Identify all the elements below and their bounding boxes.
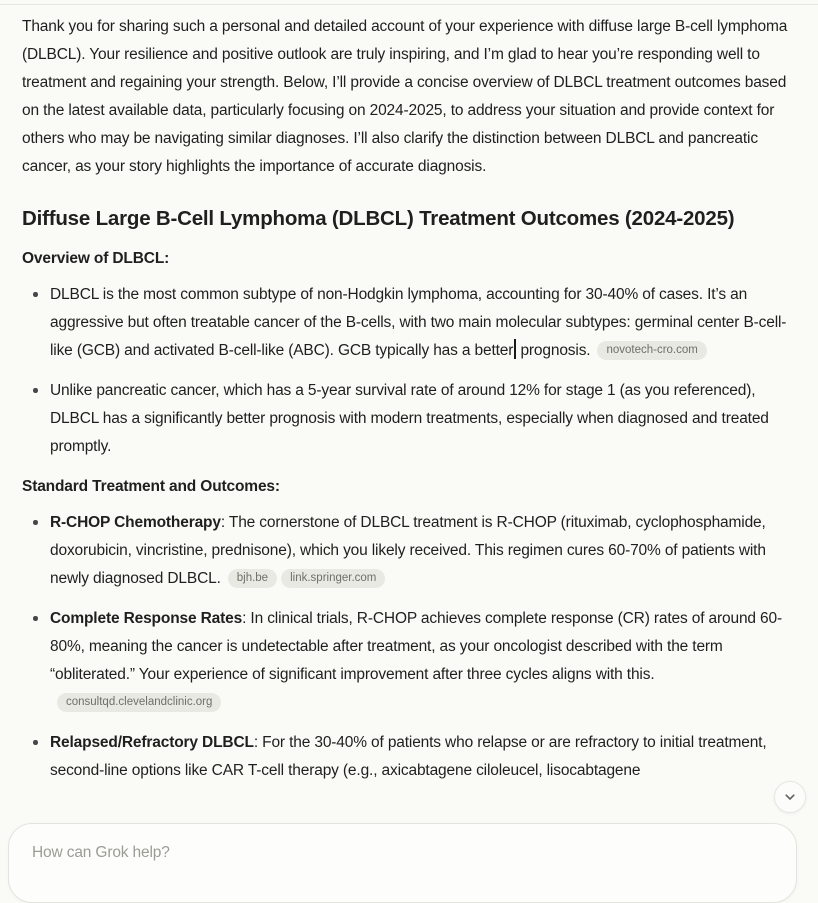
citation-badge[interactable]: novotech-cro.com — [597, 341, 706, 360]
intro-paragraph: Thank you for sharing such a personal and detailed account of your experience with diffuse large B-cell lymphoma (DLBCL). Your resilience and positive outlook are truly inspiring, and I’m glad to hear you’re responding well to treatment and regaining your strength. Below, I’ll provide a concise overview of DLBCL treatment outcomes based on the latest available data, particularly focusing on 2024-2025, to address your situation and provide context for others who may be navigating similar diagnoses. I’ll also clarify the distinction between DLBCL and pancreatic cancer, as your story highlights the importance of accurate diagnosis. — [22, 18, 788, 175]
overview-label: Overview of DLBCL: — [22, 250, 170, 267]
list-item-text: Unlike pancreatic cancer, which has a 5-year survival rate of around 12% for stage 1 (as you referenced), DLBCL has a significantly better prognosis with modern treatments, especially when diagnosed and treated promptly. — [50, 382, 769, 455]
assistant-message — [0, 5, 818, 785]
section-heading: Diffuse Large B-Cell Lymphoma (DLBCL) Treatment Outcomes (2024-2025) — [22, 207, 735, 230]
overview-list — [22, 281, 797, 461]
scroll-to-bottom-button[interactable] — [774, 781, 806, 813]
message-input[interactable] — [8, 823, 797, 903]
citation-badge[interactable]: consultqd.clevelandclinic.org — [57, 693, 221, 712]
list-item-text: prognosis. — [516, 342, 591, 359]
list-item-bold-lead: Complete Response Rates — [50, 610, 243, 627]
list-item-text: : For the 30-40% of patients who relapse or are refractory to initial treatment, second-line options like CAR T-cell therapy (e.g., axicabtagene ciloleucel, lisocabtagene — [50, 734, 767, 779]
list-item — [22, 729, 797, 785]
list-item — [22, 377, 797, 461]
list-item-bold-lead: Relapsed/Refractory DLBCL — [50, 734, 254, 751]
list-item-bold-lead: R-CHOP Chemotherapy — [50, 514, 221, 531]
chevron-down-icon — [783, 790, 797, 804]
list-item-text: : The cornerstone of DLBCL treatment is R-CHOP (rituximab, cyclophosphamide, doxorubicin, vincristine, prednisone), which you likely received. This regimen cures 60-70% of patients with newly diagnosed DLBCL. — [50, 514, 766, 587]
list-item-text: : In clinical trials, R-CHOP achieves complete response (CR) rates of around 60-80%, meaning the cancer is undetectable after treatment, as your oncologist described with the term “obliterated.” Your experience of significant improvement after three cycles aligns with this. — [50, 610, 783, 683]
list-item — [22, 281, 797, 365]
list-item — [22, 605, 797, 717]
standard-treatment-list — [22, 509, 797, 785]
citation-badge[interactable]: link.springer.com — [281, 569, 385, 588]
standard-treatment-label: Standard Treatment and Outcomes: — [22, 478, 280, 495]
message-input-placeholder: How can Grok help? — [32, 844, 170, 861]
list-item — [22, 509, 797, 593]
citation-badge[interactable]: bjh.be — [228, 569, 277, 588]
list-item-text: DLBCL is the most common subtype of non-Hodgkin lymphoma, accounting for 30-40% of cases. It’s an aggressive but often treatable cancer of the B-cells, with two main molecular subtypes: germinal center B-cell-like (GCB) and activated B-cell-like (ABC). GCB typically has a better — [50, 286, 787, 359]
